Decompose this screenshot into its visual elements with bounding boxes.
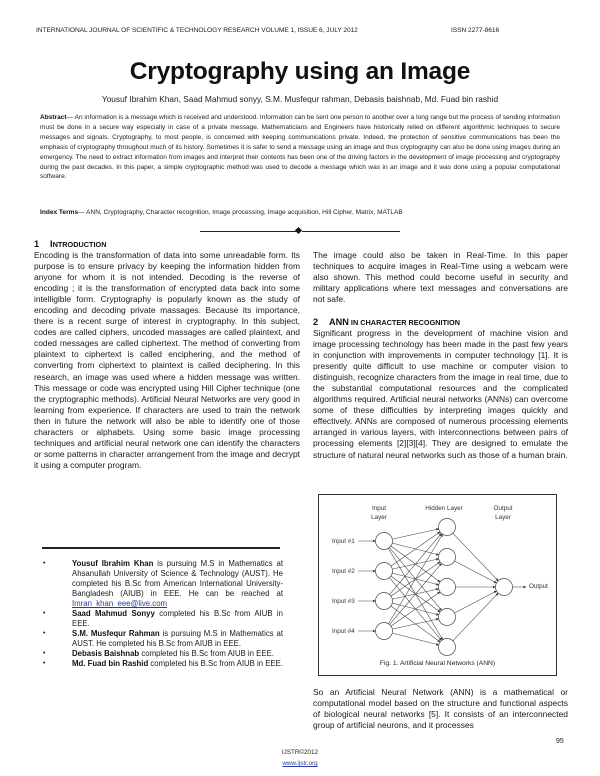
neuron-node: [439, 519, 456, 536]
footnote-item: [40, 559, 283, 609]
abstract-dash: —: [66, 114, 75, 121]
bullet-icon: •: [43, 609, 46, 617]
footer-url: [0, 760, 600, 767]
neuron-node: [376, 623, 393, 640]
abstract: [40, 113, 560, 182]
output-label: Output: [529, 583, 548, 590]
section-number: 1: [34, 239, 40, 249]
page-number: 95: [556, 738, 564, 745]
footer-code: IJSTR©2012: [281, 749, 319, 756]
issn: ISSN 2277-8616: [451, 27, 500, 34]
neuron-node: [439, 609, 456, 626]
bullet-icon: •: [43, 659, 46, 667]
author-name: Debasis Baishnab: [72, 648, 140, 658]
figure-ann-diagram: [318, 494, 557, 676]
section-title-rest: IN CHARACTER RECOGNITION: [348, 318, 460, 327]
author-name: S.M. Musfequr Rahman: [72, 628, 160, 638]
neuron-node: [439, 639, 456, 656]
intro-paragraph-1: Encoding is the transformation of data into some unreadable form. Its purpose is to ensure privacy by keeping the information hidden from anyone for whom it is not intended. Decoding is the reverse of encoding ; it is the transformation of encrypted data back into some intelligible form. Cryptography is popularly known as the study of encoding and decoding private massages. Because its importance, there is a recent surge of interest in cryptography. In this subject, codes are called ciphers, uncoded massages are called plaintext, and coded messages are called ciphertext. The method of converting from plaintext to ciphertext is called enciphering, and the method of converting from ciphertext to plaintext is called deciphering. In this research, an image was used where a hidden message was written. This message or code was encrypted using Hill Cipher technique (one the cryptographic methods). Artificial Neural Networks are very good in learning from experience. If characters are used to train the network then in future the network will also be able to identify one of those characters or alphabets. Using some basic image processing techniques and artificial neural network one can identify the characters or some patterns in character arrangement from the image and decrypt it using a computer program.: [34, 250, 300, 470]
author-bio: completed his B.Sc from AIUB in EEE.: [148, 658, 284, 668]
section-2-heading: [313, 317, 460, 327]
running-header: [36, 27, 566, 34]
footnote-item: [40, 609, 283, 629]
author-bio: is pursuing M.S in Mathematics at AUST. He completed his B.Sc from AIUB in EEE.: [72, 628, 283, 648]
ann-paragraph-2: So an Artificial Neural Network (ANN) is a mathematical or computational model based on the structure and functional aspects of biological neural networks [5]. It consists of an interconnected group of artificial neurons, and it processes: [313, 687, 568, 731]
bullet-icon: •: [43, 629, 46, 637]
neural-network-diagram: [319, 495, 558, 677]
bullet-icon: •: [43, 560, 46, 567]
bullet-icon: •: [43, 649, 46, 657]
hidden-layer-label: Hidden Layer: [425, 505, 463, 512]
neuron-node: [376, 593, 393, 610]
input-layer-label-2: Layer: [371, 514, 387, 521]
author-bio: completed his B.Sc from AIUB in EEE.: [139, 648, 274, 658]
separator-line-left: [200, 231, 296, 232]
abstract-label: Abstract: [40, 114, 67, 121]
output-layer-label-1: Output: [493, 505, 513, 512]
right-column-section-2: [313, 328, 568, 461]
author-list: Yousuf Ibrahim Khan, Saad Mahmud sonyy, S.M. Musfequr rahman, Debasis baishnab, Md. Fuad bin rashid: [101, 94, 499, 104]
intro-paragraph-2: The image could also be taken in Real-Time. In this paper techniques to acquire images in Real-Time using a webcam were also shown. This method could become useful in security and military applications where text messages and conversations are not safe.: [313, 250, 568, 305]
neuron-node: [439, 549, 456, 566]
right-column-after-figure: [313, 687, 568, 731]
footnote-item: [40, 659, 283, 669]
section-number: 2: [313, 317, 319, 327]
right-column-intro: [313, 250, 568, 305]
paper-title: Cryptography using an Image: [129, 58, 471, 85]
author-name: Yousuf Ibrahim Khan: [72, 559, 154, 568]
section-title-rest: NTRODUCTION: [52, 240, 107, 249]
neuron-node: [496, 579, 513, 596]
index-terms-label: Index Terms: [40, 209, 79, 216]
section-1-heading: [34, 239, 106, 249]
section-title-initial: ANN: [329, 317, 349, 327]
ann-paragraph-1: Significant progress in the development of machine vision and image processing technology has been made in the past few years in conjunction with improvements in computer technology [1]. It is presently quite difficult to use machine or computer vision to distinguish, recognize characters from the image in real time, due to the substantial computational resources and the complicated algorithms required. Artificial neural networks (ANNs) can overcome some of these difficulties by interpreting images quickly and effectively. ANNs are composed of numerous processing elements arranged in various layers, with interconnections between pairs of processing elements [2][3][4]. They are designed to emulate the structure of natural neural networks such as those of a human brain.: [313, 328, 568, 460]
left-column-body: [34, 250, 300, 471]
neuron-node: [376, 563, 393, 580]
author-name: Md. Fuad bin Rashid: [72, 658, 149, 668]
abstract-text: An information is a message which is received and understood. Information can be sent one person to another over a long range but the process of sending information must be done in a secure way especially in case of a private message. Mathematicians and Engineers have historically relied on different algorithmic techniques to secure messages and signals. Cryptography, to most people, is concerned with keeping communications private. Indeed, the protection of sensitive communications has been the emphasis of cryptography throughout much of its history. Sometimes it is safer to send a message using an image and thus cryptography can also be done using images during an emergency. The need to extract information from images and interpret their contents has been one of the driving factors in the development of image processing and cryptography during the past decades. In this paper, a simple cryptographic method was used to decode a message which was in an image and it was done using a popular computational software.: [40, 114, 560, 181]
figure-caption: Fig. 1. Artificial Neural Networks (ANN): [379, 660, 496, 667]
neuron-node: [439, 579, 456, 596]
input-label-2: Input #2: [332, 568, 355, 575]
author-footnotes: [40, 559, 283, 668]
footnote-rule: [42, 547, 280, 549]
index-terms-text: ANN, Cryptography, Character recognition, Image processing, Image acquisition, Hill Cipher, Matrix, MATLAB: [86, 209, 403, 216]
author-name: Saad Mahmud Sonyy: [72, 608, 155, 618]
input-label-4: Input #4: [332, 628, 355, 635]
author-email-link[interactable]: Imran_khan_eee@live.com: [72, 598, 168, 608]
footnote-item: [40, 629, 283, 649]
index-terms-dash: —: [78, 209, 87, 216]
journal-name: INTERNATIONAL JOURNAL OF SCIENTIFIC & TECHNOLOGY RESEARCH VOLUME 1, ISSUE 6, JULY 2012: [36, 27, 358, 34]
input-layer-label-1: Input: [371, 505, 387, 512]
journal-website-link[interactable]: www.ijstr.org: [282, 760, 318, 767]
neuron-node: [376, 533, 393, 550]
diamond-icon: [295, 227, 302, 234]
index-terms: [40, 209, 560, 216]
author-bio: completed his B.Sc from AIUB in EEE.: [72, 608, 283, 628]
section-separator: [200, 227, 400, 235]
author-bio: is pursuing M.S in Mathematics at Ahsanullah University of Science & Technology (AUST). He completed his B.Sc from American International University-Bangladesh (AIUB) in EEE. He can be reached at: [72, 559, 283, 598]
input-label-1: Input #1: [332, 538, 355, 545]
output-layer-label-2: Layer: [495, 514, 511, 521]
section-title-initial: I: [50, 239, 53, 249]
separator-line-right: [302, 231, 400, 232]
input-label-3: Input #3: [332, 598, 355, 605]
footnote-item: [40, 649, 283, 659]
